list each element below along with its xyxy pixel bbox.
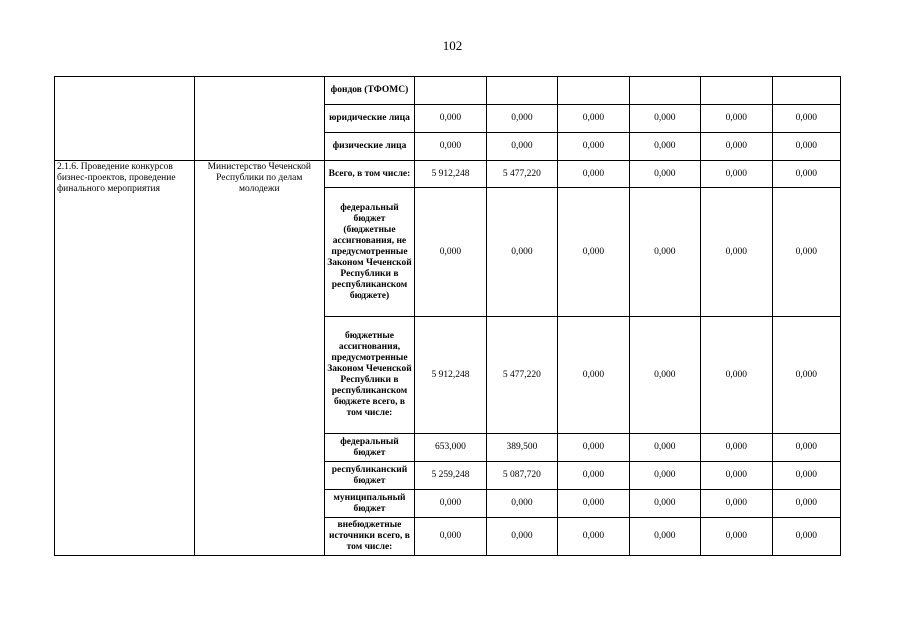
value-cell: 0,000 [701, 133, 772, 161]
value-cell: 0,000 [772, 434, 840, 462]
value-cell: 0,000 [629, 105, 700, 133]
value-cell: 0,000 [558, 462, 629, 490]
executor-cell: Министерство Чеченской Республики по делам молодежи [194, 161, 324, 556]
value-cell: 0,000 [558, 188, 629, 317]
value-cell: 0,000 [772, 317, 840, 434]
value-cell: 0,000 [701, 161, 772, 188]
value-cell: 0,000 [558, 490, 629, 518]
value-cell: 389,500 [486, 434, 557, 462]
value-cell: 0,000 [772, 105, 840, 133]
value-cell [558, 77, 629, 105]
value-cell: 0,000 [415, 188, 486, 317]
funding-source-cell: муниципальный бюджет [324, 490, 415, 518]
value-cell: 0,000 [701, 490, 772, 518]
value-cell: 0,000 [558, 518, 629, 556]
value-cell: 653,000 [415, 434, 486, 462]
value-cell: 0,000 [772, 188, 840, 317]
value-cell: 0,000 [558, 105, 629, 133]
value-cell: 0,000 [772, 133, 840, 161]
funding-source-cell: юридические лица [324, 105, 415, 133]
value-cell [486, 77, 557, 105]
executor-cell-empty [194, 77, 324, 161]
value-cell: 0,000 [558, 161, 629, 188]
value-cell: 0,000 [558, 133, 629, 161]
value-cell: 0,000 [558, 317, 629, 434]
value-cell: 0,000 [629, 462, 700, 490]
value-cell: 0,000 [772, 462, 840, 490]
value-cell: 0,000 [486, 518, 557, 556]
value-cell: 5 912,248 [415, 161, 486, 188]
value-cell: 0,000 [415, 518, 486, 556]
value-cell: 0,000 [415, 490, 486, 518]
funding-source-cell: внебюджетные источники всего, в том числе: [324, 518, 415, 556]
value-cell: 5 087,720 [486, 462, 557, 490]
value-cell: 0,000 [415, 133, 486, 161]
value-cell: 5 477,220 [486, 317, 557, 434]
value-cell [772, 77, 840, 105]
value-cell: 0,000 [629, 161, 700, 188]
funding-source-cell: федеральный бюджет (бюджетные ассигнования, не предусмотренные Законом Чеченской Республики в республиканском бюджете) [324, 188, 415, 317]
funding-source-cell: физические лица [324, 133, 415, 161]
value-cell: 0,000 [629, 518, 700, 556]
table-row [55, 77, 841, 105]
measure-name-cell-empty [55, 77, 195, 161]
value-cell: 0,000 [701, 105, 772, 133]
value-cell: 0,000 [772, 161, 840, 188]
value-cell: 5 259,248 [415, 462, 486, 490]
value-cell: 5 912,248 [415, 317, 486, 434]
value-cell: 0,000 [486, 188, 557, 317]
value-cell: 0,000 [701, 188, 772, 317]
value-cell: 0,000 [486, 105, 557, 133]
funding-source-cell: федеральный бюджет [324, 434, 415, 462]
value-cell: 0,000 [772, 490, 840, 518]
value-cell: 0,000 [629, 317, 700, 434]
value-cell: 0,000 [701, 317, 772, 434]
page-number: 102 [442, 38, 463, 53]
value-cell: 0,000 [701, 434, 772, 462]
value-cell [415, 77, 486, 105]
value-cell [629, 77, 700, 105]
funding-source-cell: бюджетные ассигнования, предусмотренные Законом Чеченской Республики в республиканском бюджете всего, в том числе: [324, 317, 415, 434]
funding-source-cell: Всего, в том числе: [324, 161, 415, 188]
value-cell: 0,000 [629, 188, 700, 317]
budget-table [54, 76, 841, 556]
value-cell: 0,000 [772, 518, 840, 556]
funding-source-cell: республиканский бюджет [324, 462, 415, 490]
value-cell: 0,000 [629, 133, 700, 161]
value-cell [701, 77, 772, 105]
table-row [55, 161, 841, 188]
value-cell: 0,000 [701, 462, 772, 490]
measure-name-cell: 2.1.6. Проведение конкурсов бизнес-проектов, проведение финального мероприятия [55, 161, 195, 556]
value-cell: 0,000 [629, 490, 700, 518]
value-cell: 0,000 [486, 133, 557, 161]
value-cell: 0,000 [629, 434, 700, 462]
value-cell: 0,000 [415, 105, 486, 133]
value-cell: 0,000 [701, 518, 772, 556]
value-cell: 0,000 [558, 434, 629, 462]
value-cell: 5 477,220 [486, 161, 557, 188]
funding-source-cell: фондов (ТФОМС) [324, 77, 415, 105]
value-cell: 0,000 [486, 490, 557, 518]
